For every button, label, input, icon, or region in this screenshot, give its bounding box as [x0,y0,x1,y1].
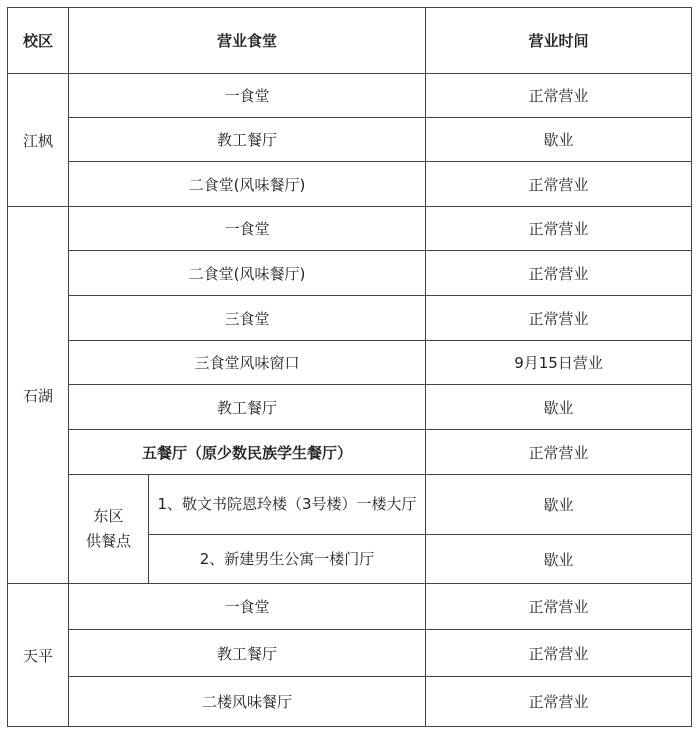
canteen-status: 正常营业 [426,430,692,475]
table-row [8,430,692,475]
header-canteen: 营业食堂 [69,8,426,74]
campus-cell-tianping: 天平 [8,584,69,727]
canteen-status: 正常营业 [426,251,692,296]
canteen-name: 二食堂(风味餐厅) [69,251,426,296]
table-row [8,74,692,118]
canteen-status: 正常营业 [426,296,692,341]
canteen-status: 歇业 [426,385,692,430]
east-supply-point-name: 2、新建男生公寓一楼门厅 [149,535,426,584]
canteen-name: 五餐厅（原少数民族学生餐厅） [69,430,426,475]
campus-cell-shihu: 石湖 [8,207,69,584]
canteen-status: 歇业 [426,535,692,584]
header-hours: 营业时间 [426,8,692,74]
canteen-status: 歇业 [426,475,692,535]
table-row [8,341,692,385]
canteen-name: 三食堂 [69,296,426,341]
canteen-status: 歇业 [426,118,692,162]
table-row [8,677,692,727]
canteen-hours-table [7,7,692,727]
table-row [8,207,692,251]
canteen-name: 一食堂 [69,584,426,630]
table-row [8,162,692,207]
canteen-name: 教工餐厅 [69,118,426,162]
east-supply-point-name: 1、敬文书院恩玲楼（3号楼）一楼大厅 [149,475,426,535]
canteen-name: 一食堂 [69,74,426,118]
canteen-name: 二食堂(风味餐厅) [69,162,426,207]
table-row [8,251,692,296]
table-header-row [8,8,692,74]
east-label-line2: 供餐点 [85,532,131,550]
canteen-status: 正常营业 [426,207,692,251]
canteen-status: 正常营业 [426,677,692,727]
canteen-status: 正常营业 [426,584,692,630]
canteen-name: 一食堂 [69,207,426,251]
canteen-status: 9月15日营业 [426,341,692,385]
table-row [8,296,692,341]
table-row [8,630,692,677]
canteen-status: 正常营业 [426,630,692,677]
canteen-name: 三食堂风味窗口 [69,341,426,385]
table-row [8,584,692,630]
table-row [8,475,692,535]
table-row [8,118,692,162]
canteen-status: 正常营业 [426,162,692,207]
header-campus: 校区 [8,8,69,74]
campus-cell-jiangfeng: 江枫 [8,74,69,207]
east-label-line1: 东区 [93,507,124,525]
table-row [8,385,692,430]
canteen-name: 二楼风味餐厅 [69,677,426,727]
east-supply-label [69,475,149,584]
canteen-status: 正常营业 [426,74,692,118]
canteen-name: 教工餐厅 [69,385,426,430]
canteen-name: 教工餐厅 [69,630,426,677]
